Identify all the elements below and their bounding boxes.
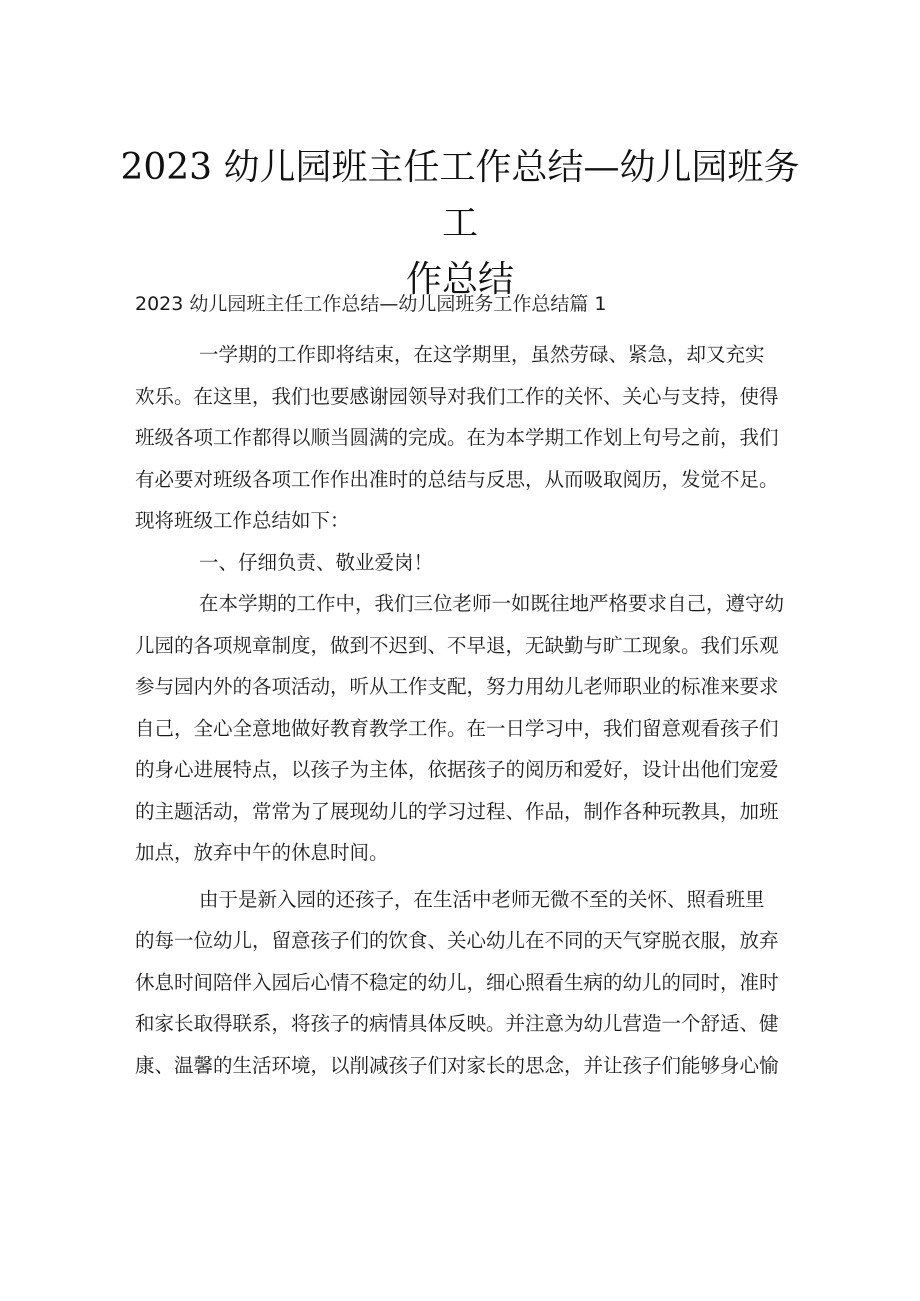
paragraph-line: 参与园内外的各项活动，听从工作支配，努力用幼儿老师职业的标准来要求 [135, 675, 779, 698]
paragraph-line: 欢乐。在这里，我们也要感谢园领导对我们工作的关怀、关心与支持，使得 [135, 384, 779, 408]
paragraph-line: 由于是新入园的还孩子，在生活中老师无微不至的关怀、照看班里 [199, 887, 765, 911]
paragraph-line: 现将班级工作总结如下： [135, 509, 350, 532]
paragraph-line: 的主题活动，常常为了展现幼儿的学习过程、作品，制作各种玩教具，加班 [135, 799, 779, 823]
section-heading: 2023 幼儿园班主任工作总结—幼儿园班务工作总结篇 1 [135, 293, 607, 315]
title-line-2: 作总结 [405, 259, 514, 300]
paragraph-line: 有必要对班级各项工作作出准时的总结与反思，从而吸取阅历，发觉不足。 [135, 467, 779, 491]
paragraph-line: 休息时间陪伴入园后心情不稳定的幼儿，细心照看生病的幼儿的同时，准时 [135, 970, 779, 994]
paragraph-line: 自己，全心全意地做好教育教学工作。在一日学习中，我们留意观看孩子们 [135, 716, 779, 740]
paragraph-line: 的每一位幼儿，留意孩子们的饮食、关心幼儿在不同的天气穿脱衣服，放弃 [135, 929, 779, 952]
paragraph-line: 加点，放弃中午的休息时间。 [135, 841, 389, 864]
document-title [120, 140, 800, 308]
paragraph-line: 和家长取得联系，将孩子的病情具体反映。并注意为幼儿营造一个舒适、健 [135, 1012, 779, 1035]
body-text [135, 334, 815, 1086]
title-line-1: 2023 幼儿园班主任工作总结—幼儿园班务工 [120, 147, 800, 244]
paragraph-line: 班级各项工作都得以顺当圆满的完成。在为本学期工作划上句号之前，我们 [135, 426, 779, 449]
paragraph-line: 一学期的工作即将结束，在这学期里，虽然劳碌、紧急，却又充实 [199, 343, 765, 366]
paragraph-line: 康、温馨的生活环境，以削减孩子们对家长的思念，并让孩子们能够身心愉 [135, 1053, 779, 1077]
paragraph-line: 儿园的各项规章制度，做到不迟到、不早退，无缺勤与旷工现象。我们乐观 [135, 633, 779, 657]
paragraph-line: 的身心进展特点，以孩子为主体，依据孩子的阅历和爱好，设计出他们宠爱 [135, 758, 779, 781]
paragraph-line: 在本学期的工作中，我们三位老师一如既往地严格要求自己，遵守幼 [199, 592, 785, 615]
section-item-heading: 一、仔细负责、敬业爱岗！ [199, 550, 434, 574]
